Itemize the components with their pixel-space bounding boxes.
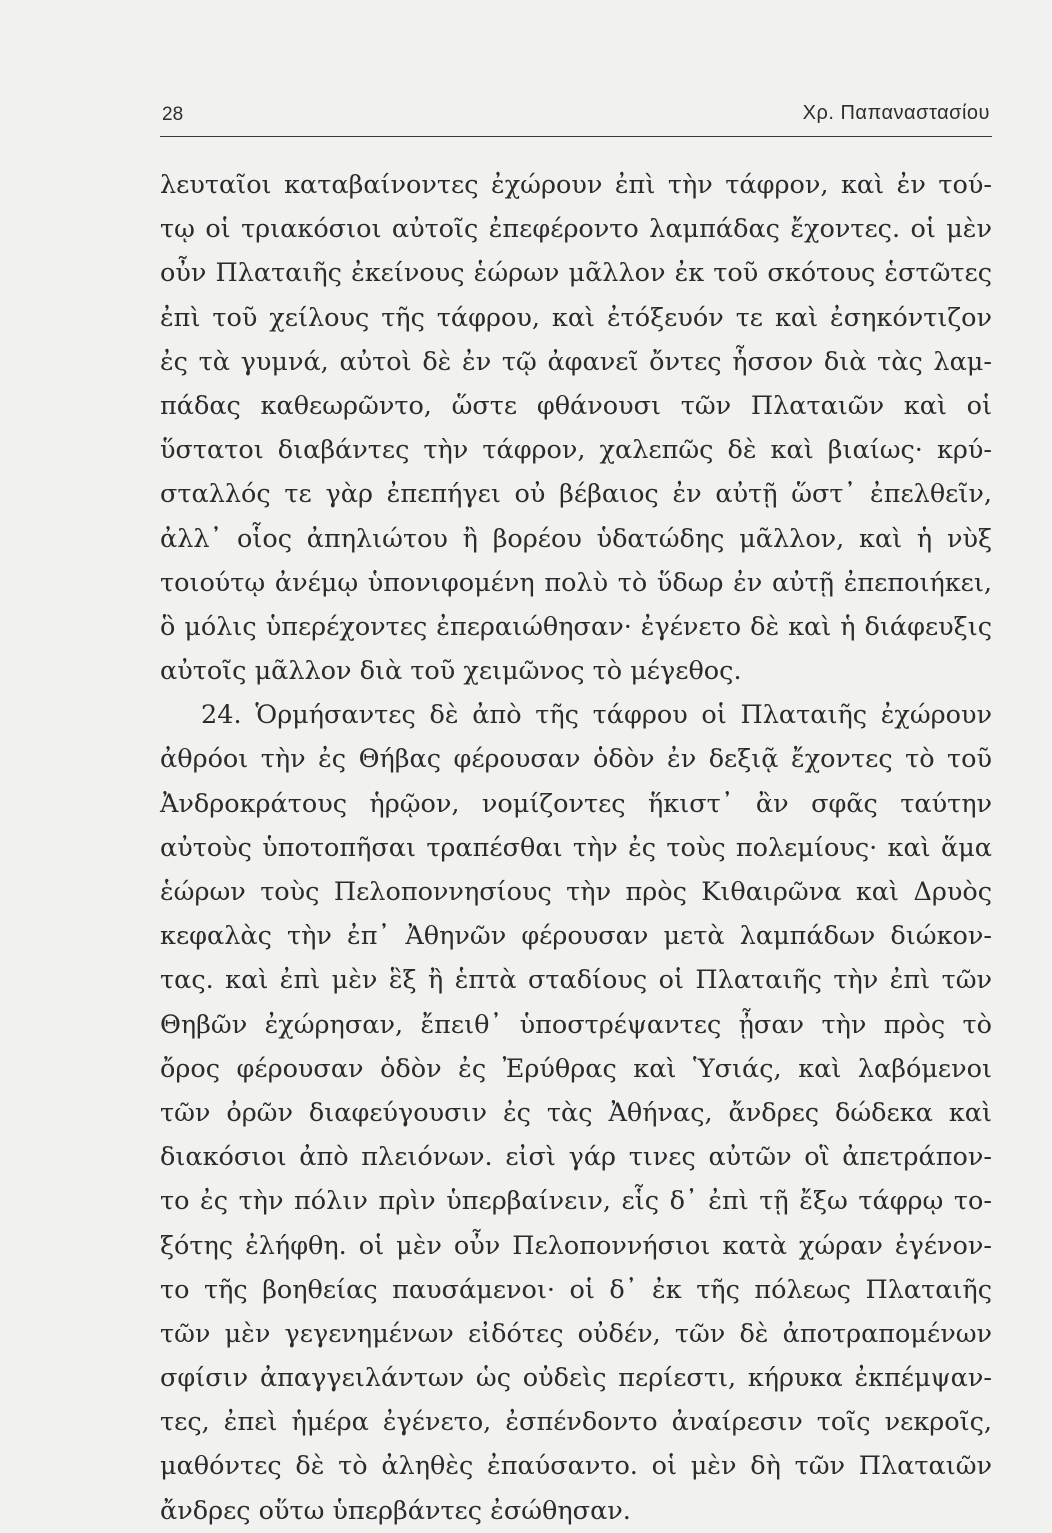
text-line: ἑώρων τοὺς Πελοποννησίους τὴν πρὸς Κιθαιρῶνα καὶ Δρυὸς	[160, 877, 992, 907]
text-line: τῶν μὲν γεγενημένων εἰδότες οὐδέν, τῶν δὲ ἀποτραπομένων	[160, 1318, 992, 1349]
text-line: ἐς τὰ γυμνά, αὐτοὶ δὲ ἐν τῷ ἀφανεῖ ὄντες ἧσσον διὰ τὰς λαμ-	[160, 346, 992, 377]
header-rule	[160, 136, 992, 137]
text-line: ὕστατοι διαβάντες τὴν τάφρον, χαλεπῶς δὲ καὶ βιαίως· κρύ-	[160, 435, 992, 466]
text-line: τες, ἐπεὶ ἡμέρα ἐγένετο, ἐσπένδοντο ἀναίρεσιν τοῖς νεκροῖς,	[160, 1407, 992, 1438]
text-line: σταλλός τε γὰρ ἐπεπήγει οὐ βέβαιος ἐν αὐτῇ ὥστ᾽ ἐπελθεῖν,	[160, 479, 992, 510]
paragraph-end-line: ἄνδρες οὕτω ὑπερβάντες ἐσώθησαν.	[160, 1495, 631, 1526]
text-line: ξότης ἐλήφθη. οἱ μὲν οὖν Πελοποννήσιοι κατὰ χώραν ἐγένον-	[160, 1230, 992, 1261]
text-line: διακόσιοι ἀπὸ πλειόνων. εἰσὶ γάρ τινες αὐτῶν οἳ ἀπετράπον-	[160, 1142, 992, 1173]
page-header	[162, 98, 990, 132]
text-line: ἀλλ᾽ οἷος ἀπηλιώτου ἢ βορέου ὑδατώδης μᾶλλον, καὶ ἡ νὺξ	[160, 523, 992, 554]
text-line: μαθόντες δὲ τὸ ἀληθὲς ἐπαύσαντο. οἱ μὲν δὴ τῶν Πλαταιῶν	[160, 1451, 992, 1482]
text-line: ἐπὶ τοῦ χείλους τῆς τάφρου, καὶ ἐτόξευόν τε καὶ ἐσηκόντιζον	[160, 302, 992, 333]
text-line: το τῆς βοηθείας παυσάμενοι· οἱ δ᾽ ἐκ τῆς πόλεως Πλαταιῆς	[160, 1274, 992, 1305]
text-line: λευταῖοι καταβαίνοντες ἐχώρουν ἐπὶ τὴν τάφρον, καὶ ἐν τού-	[160, 170, 992, 200]
running-head: Χρ. Παπαναστασίου	[802, 102, 990, 124]
text-line: τῳ οἱ τριακόσιοι αὐτοῖς ἐπεφέροντο λαμπάδας ἔχοντες. οἱ μὲν	[160, 214, 992, 245]
text-line: ὃ μόλις ὑπερέχοντες ἐπεραιώθησαν· ἐγένετο δὲ καὶ ἡ διάφευξις	[160, 611, 992, 642]
text-line: Ἀνδροκράτους ἡρῷον, νομίζοντες ἥκιστ᾽ ἂν σφᾶς ταύτην	[160, 788, 992, 819]
text-line: ἀθρόοι τὴν ἐς Θήβας φέρουσαν ὁδὸν ἐν δεξιᾷ ἔχοντες τὸ τοῦ	[160, 744, 992, 775]
text-line: οὖν Πλαταιῆς ἐκείνους ἑώρων μᾶλλον ἐκ τοῦ σκότους ἑστῶτες	[160, 258, 992, 289]
text-line: κεφαλὰς τὴν ἐπ᾽ Ἀθηνῶν φέρουσαν μετὰ λαμπάδων διώκον-	[160, 921, 992, 952]
text-line: ὄρος φέρουσαν ὁδὸν ἐς Ἐρύθρας καὶ Ὑσιάς, καὶ λαβόμενοι	[160, 1053, 992, 1084]
body-text	[160, 163, 992, 1533]
text-line: τῶν ὀρῶν διαφεύγουσιν ἐς τὰς Ἀθήνας, ἄνδρες δώδεκα καὶ	[160, 1097, 992, 1128]
text-line: αὐτοὺς ὑποτοπῆσαι τραπέσθαι τὴν ἐς τοὺς πολεμίους· καὶ ἅμα	[160, 832, 992, 863]
page-number: 28	[162, 104, 184, 125]
section-24-first-line: 24. Ὁρμήσαντες δὲ ἀπὸ τῆς τάφρου οἱ Πλαταιῆς ἐχώρουν	[201, 700, 992, 731]
paragraph-end-line: αὐτοῖς μᾶλλον διὰ τοῦ χειμῶνος τὸ μέγεθος.	[160, 656, 742, 687]
text-line: τας. καὶ ἐπὶ μὲν ἓξ ἢ ἑπτὰ σταδίους οἱ Πλαταιῆς τὴν ἐπὶ τῶν	[160, 965, 992, 996]
text-line: Θηβῶν ἐχώρησαν, ἔπειθ᾽ ὑποστρέψαντες ᾖσαν τὴν πρὸς τὸ	[160, 1009, 992, 1040]
text-line: το ἐς τὴν πόλιν πρὶν ὑπερβαίνειν, εἷς δ᾽ ἐπὶ τῇ ἔξω τάφρῳ το-	[160, 1186, 992, 1217]
text-line: πάδας καθεωρῶντο, ὥστε φθάνουσι τῶν Πλαταιῶν καὶ οἱ	[160, 390, 992, 421]
text-line: τοιούτῳ ἀνέμῳ ὑπονιφομένη πολὺ τὸ ὕδωρ ἐν αὐτῇ ἐπεποιήκει,	[160, 567, 992, 598]
text-line: σφίσιν ἀπαγγειλάντων ὡς οὐδεὶς περίεστι, κήρυκα ἐκπέμψαν-	[160, 1363, 992, 1394]
